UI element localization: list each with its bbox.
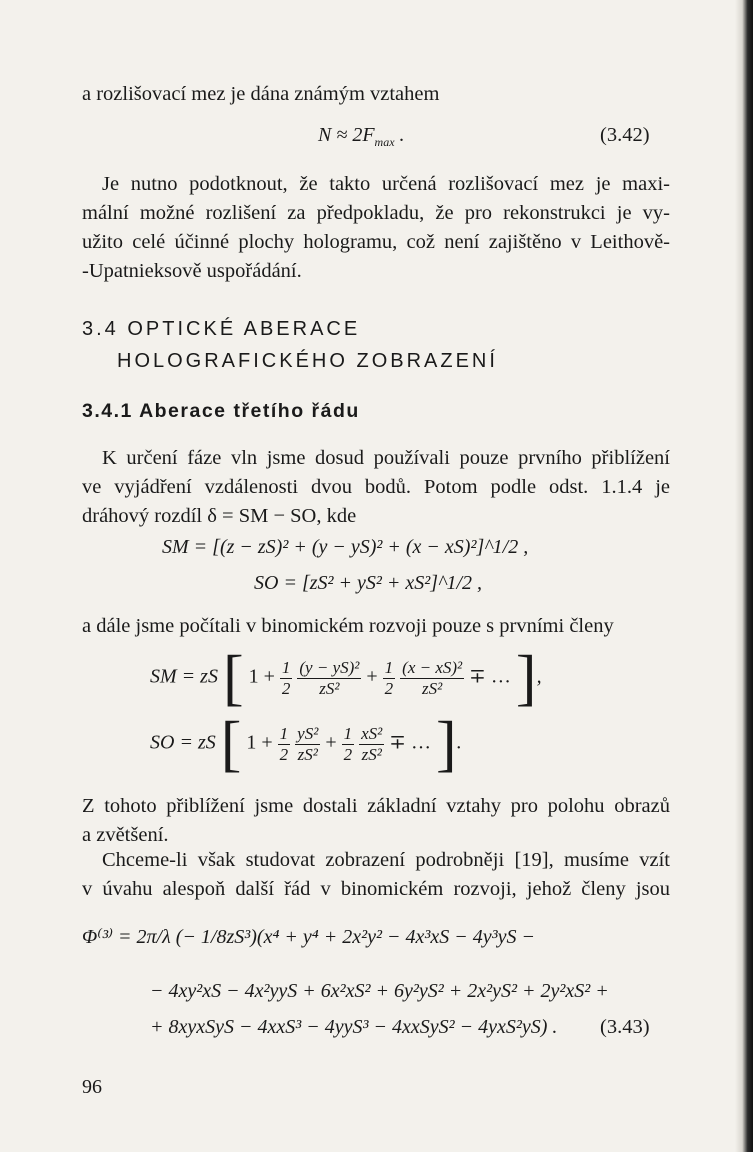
bracket-open: [ (220, 710, 242, 778)
sm-frac-half-2 (383, 658, 396, 699)
paragraph-4 (82, 792, 670, 850)
equation-3-43-line2: − 4xy²xS − 4x²yyS + 6x²xS² + 6y²yS² + 2x²yS² + 2y²xS² + (150, 980, 609, 1002)
equation-so: SO = [zS² + yS² + xS²]^1/2 , (254, 572, 483, 594)
para2-line: dráhový rozdíl δ = SM − SO, kde (82, 505, 357, 527)
sm-frac-half (280, 658, 293, 699)
para4-line: Z tohoto přiblížení jsme dostali základní vztahy pro polohu obrazů (82, 795, 670, 817)
frac-num: 1 (343, 723, 353, 743)
section-heading-line1: 3.4 OPTICKÉ ABERACE (82, 318, 361, 340)
frac-num: 1 (384, 657, 394, 677)
so-tail: ∓ … (389, 731, 432, 754)
eq342-formula: N ≈ 2F (318, 124, 375, 146)
frac-num: (x − xS)² (402, 657, 463, 677)
so-frac-half-2 (342, 724, 355, 765)
equation-number-3-42: (3.42) (600, 124, 650, 146)
page-number: 96 (82, 1076, 102, 1098)
paragraph-2 (82, 444, 670, 531)
so-end: . (456, 731, 462, 754)
plus-sign: + (325, 731, 337, 754)
page-edge-shadow (735, 0, 753, 1152)
paragraph-1 (82, 170, 670, 286)
frac-num: (y − yS)² (299, 657, 360, 677)
frac-num: xS² (361, 723, 383, 743)
bracket-close: ] (436, 710, 457, 778)
para1-line: -Upatnieksově uspořádání. (82, 260, 302, 282)
equation-sm-expansion (150, 644, 542, 712)
eq342-tail: . (394, 124, 405, 146)
equation-so-expansion (150, 710, 462, 778)
intro-line: a rozlišovací mez je dána známým vztahem (82, 83, 440, 105)
frac-den: 2 (343, 744, 353, 764)
para4-line: a zvětšení. (82, 824, 169, 846)
frac-den: 2 (281, 678, 291, 698)
equation-3-42 (318, 124, 405, 150)
frac-num: yS² (297, 723, 319, 743)
para1-line: užito celé účinné plochy hologramu, což není zajištěno v Leithově- (82, 231, 670, 253)
frac-num: 1 (281, 657, 291, 677)
equation-3-43-line1: Φ⁽³⁾ = 2π/λ (− 1/8zS³)(x⁴ + y⁴ + 2x²y² − 4x³xS − 4y³yS − (82, 926, 535, 948)
frac-num: 1 (279, 723, 289, 743)
frac-den: zS² (319, 678, 340, 698)
subsection-heading: 3.4.1 Aberace třetího řádu (82, 400, 360, 422)
para5-line: v úvahu alespoň další řád v binomickém rozvoji, jehož členy jsou (82, 878, 670, 900)
plus-one: 1 + (248, 665, 275, 688)
paragraph-3: a dále jsme počítali v binomickém rozvoji pouze s prvními členy (82, 615, 614, 637)
so-exp-lhs: SO = zS (150, 731, 216, 754)
bracket-close: ] (515, 644, 537, 712)
so-frac-half (278, 724, 291, 765)
so-frac-x (359, 724, 384, 765)
sm-exp-lhs: SM = zS (150, 665, 218, 688)
frac-den: zS² (361, 744, 382, 764)
sm-frac-x (400, 658, 464, 699)
para2-line: ve vyjádření vzdálenosti dvou bodů. Potom podle odst. 1.1.4 je (82, 476, 670, 498)
equation-3-43-line3: + 8xyxSyS − 4xxS³ − 4yyS³ − 4xxSyS² − 4yxS²yS) . (150, 1016, 558, 1038)
para1-line: mální možné rozlišení za předpokladu, že pro rekonstrukci je vy- (82, 202, 670, 224)
para2-line: K určení fáze vln jsme dosud používali pouze prvního přiblížení (102, 447, 670, 469)
frac-den: 2 (384, 678, 394, 698)
so-frac-y (295, 724, 320, 765)
frac-den: 2 (279, 744, 289, 764)
para5-line: Chceme-li však studovat zobrazení podrobněji [19], musíme vzít (102, 849, 670, 871)
frac-den: zS² (422, 678, 443, 698)
plus-one: 1 + (246, 731, 273, 754)
para1-line: Je nutno podotknout, že takto určená rozlišovací mez je maxi- (102, 173, 670, 195)
sm-frac-y (297, 658, 361, 699)
equation-sm: SM = [(z − zS)² + (y − yS)² + (x − xS)²]^1/2 , (162, 536, 529, 558)
frac-den: zS² (297, 744, 318, 764)
sm-tail: ∓ … (469, 665, 511, 688)
section-heading-line2: HOLOGRAFICKÉHO ZOBRAZENÍ (117, 350, 498, 372)
plus-sign: + (366, 665, 378, 688)
paragraph-5 (82, 846, 670, 904)
eq342-sub: max (374, 135, 395, 149)
bracket-open: [ (222, 644, 244, 712)
sm-end: , (536, 665, 542, 688)
equation-number-3-43: (3.43) (600, 1016, 650, 1038)
